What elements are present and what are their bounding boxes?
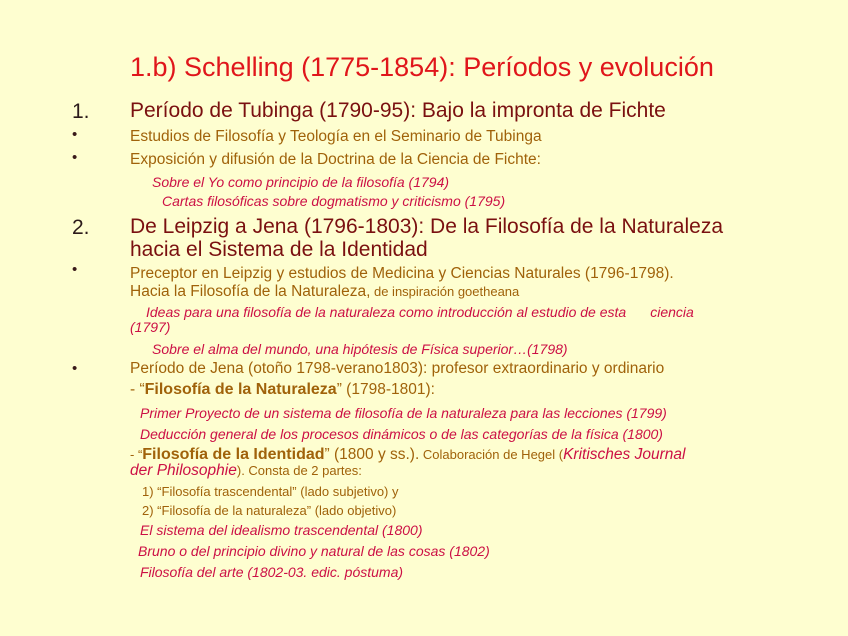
section-1-heading: Período de Tubinga (1790-95): Bajo la impronta de Fichte (130, 99, 666, 122)
bullet-icon: • (72, 360, 78, 377)
work-title: Cartas filosóficas sobre dogmatismo y criticismo (1795) (162, 193, 506, 209)
part-2: 2) “Filosofía de la naturaleza” (lado objetivo) (142, 503, 397, 518)
identity-dates: ” (1800 y ss.). (324, 446, 420, 463)
section-2-bullet-1-line-2 (130, 284, 519, 300)
hegel-collab: Colaboración de Hegel ( (419, 447, 564, 462)
work-title: Deducción general de los procesos dinámicos o de las categorías de la física (1800) (140, 426, 663, 442)
work-title-continuation: (1797) (130, 319, 171, 335)
work-title-part: ciencia (650, 304, 694, 320)
work-title: El sistema del idealismo trascendental (1800) (140, 522, 423, 538)
section-2-heading-line-2: hacia el Sistema de la Identidad (130, 238, 428, 261)
part-1: 1) “Filosofía trascendental” (lado subjetivo) y (142, 484, 399, 499)
section-1-bullet-1: Estudios de Filosofía y Teología en el Seminario de Tubinga (130, 128, 542, 145)
journal-title: der Philosophie (130, 462, 237, 479)
section-2-heading-line-1: De Leipzig a Jena (1796-1803): De la Filosofía de la Naturaleza (130, 215, 724, 238)
dash: - “ (130, 381, 145, 398)
journal-title: Kritisches Journal (563, 446, 686, 463)
bullet-1-text: Hacia la Filosofía de la Naturaleza, (130, 283, 371, 300)
work-title: Sobre el Yo como principio de la filosofía (1794) (152, 174, 450, 190)
identity-line-2 (130, 463, 362, 479)
bullet-icon: • (72, 126, 78, 143)
naturphilosophie-line (130, 382, 435, 398)
identity-bold: Filosofía de la Identidad (142, 446, 325, 463)
identity-line (130, 447, 685, 463)
work-title: Sobre el alma del mundo, una hipótesis de Física superior…(1798) (152, 341, 568, 357)
two-parts-note: ). Consta de 2 partes: (236, 463, 362, 478)
work-title: Primer Proyecto de un sistema de filosofía de la naturaleza para las lecciones (1799) (140, 405, 667, 421)
section-2-bullet-2: Período de Jena (otoño 1798-verano1803): profesor extraordinario y ordinario (130, 360, 665, 377)
work-title: Bruno o del principio divino y natural de las cosas (1802) (138, 543, 490, 559)
bullet-icon: • (72, 149, 78, 166)
work-title: Filosofía del arte (1802-03. edic. póstuma) (140, 564, 404, 580)
section-1-number: 1. (72, 100, 90, 123)
dash: - “ (130, 447, 143, 462)
section-2-bullet-1-line-1: Preceptor en Leipzig y estudios de Medicina y Ciencias Naturales (1796-1798). (130, 265, 674, 282)
work-title-part: Ideas para una filosofía de la naturaleza como introducción al estudio de esta (146, 304, 627, 320)
naturphilosophie-dates: ” (1798-1801): (336, 381, 435, 398)
section-1-bullet-2: Exposición y difusión de la Doctrina de la Ciencia de Fichte: (130, 151, 541, 168)
work-title (146, 304, 694, 320)
bullet-1-note: de inspiración goetheana (370, 284, 520, 299)
slide-title: 1.b) Schelling (1775-1854): Períodos y evolución (130, 52, 714, 82)
section-2-number: 2. (72, 216, 90, 239)
naturphilosophie-bold: Filosofía de la Naturaleza (144, 381, 337, 398)
bullet-icon: • (72, 261, 78, 278)
